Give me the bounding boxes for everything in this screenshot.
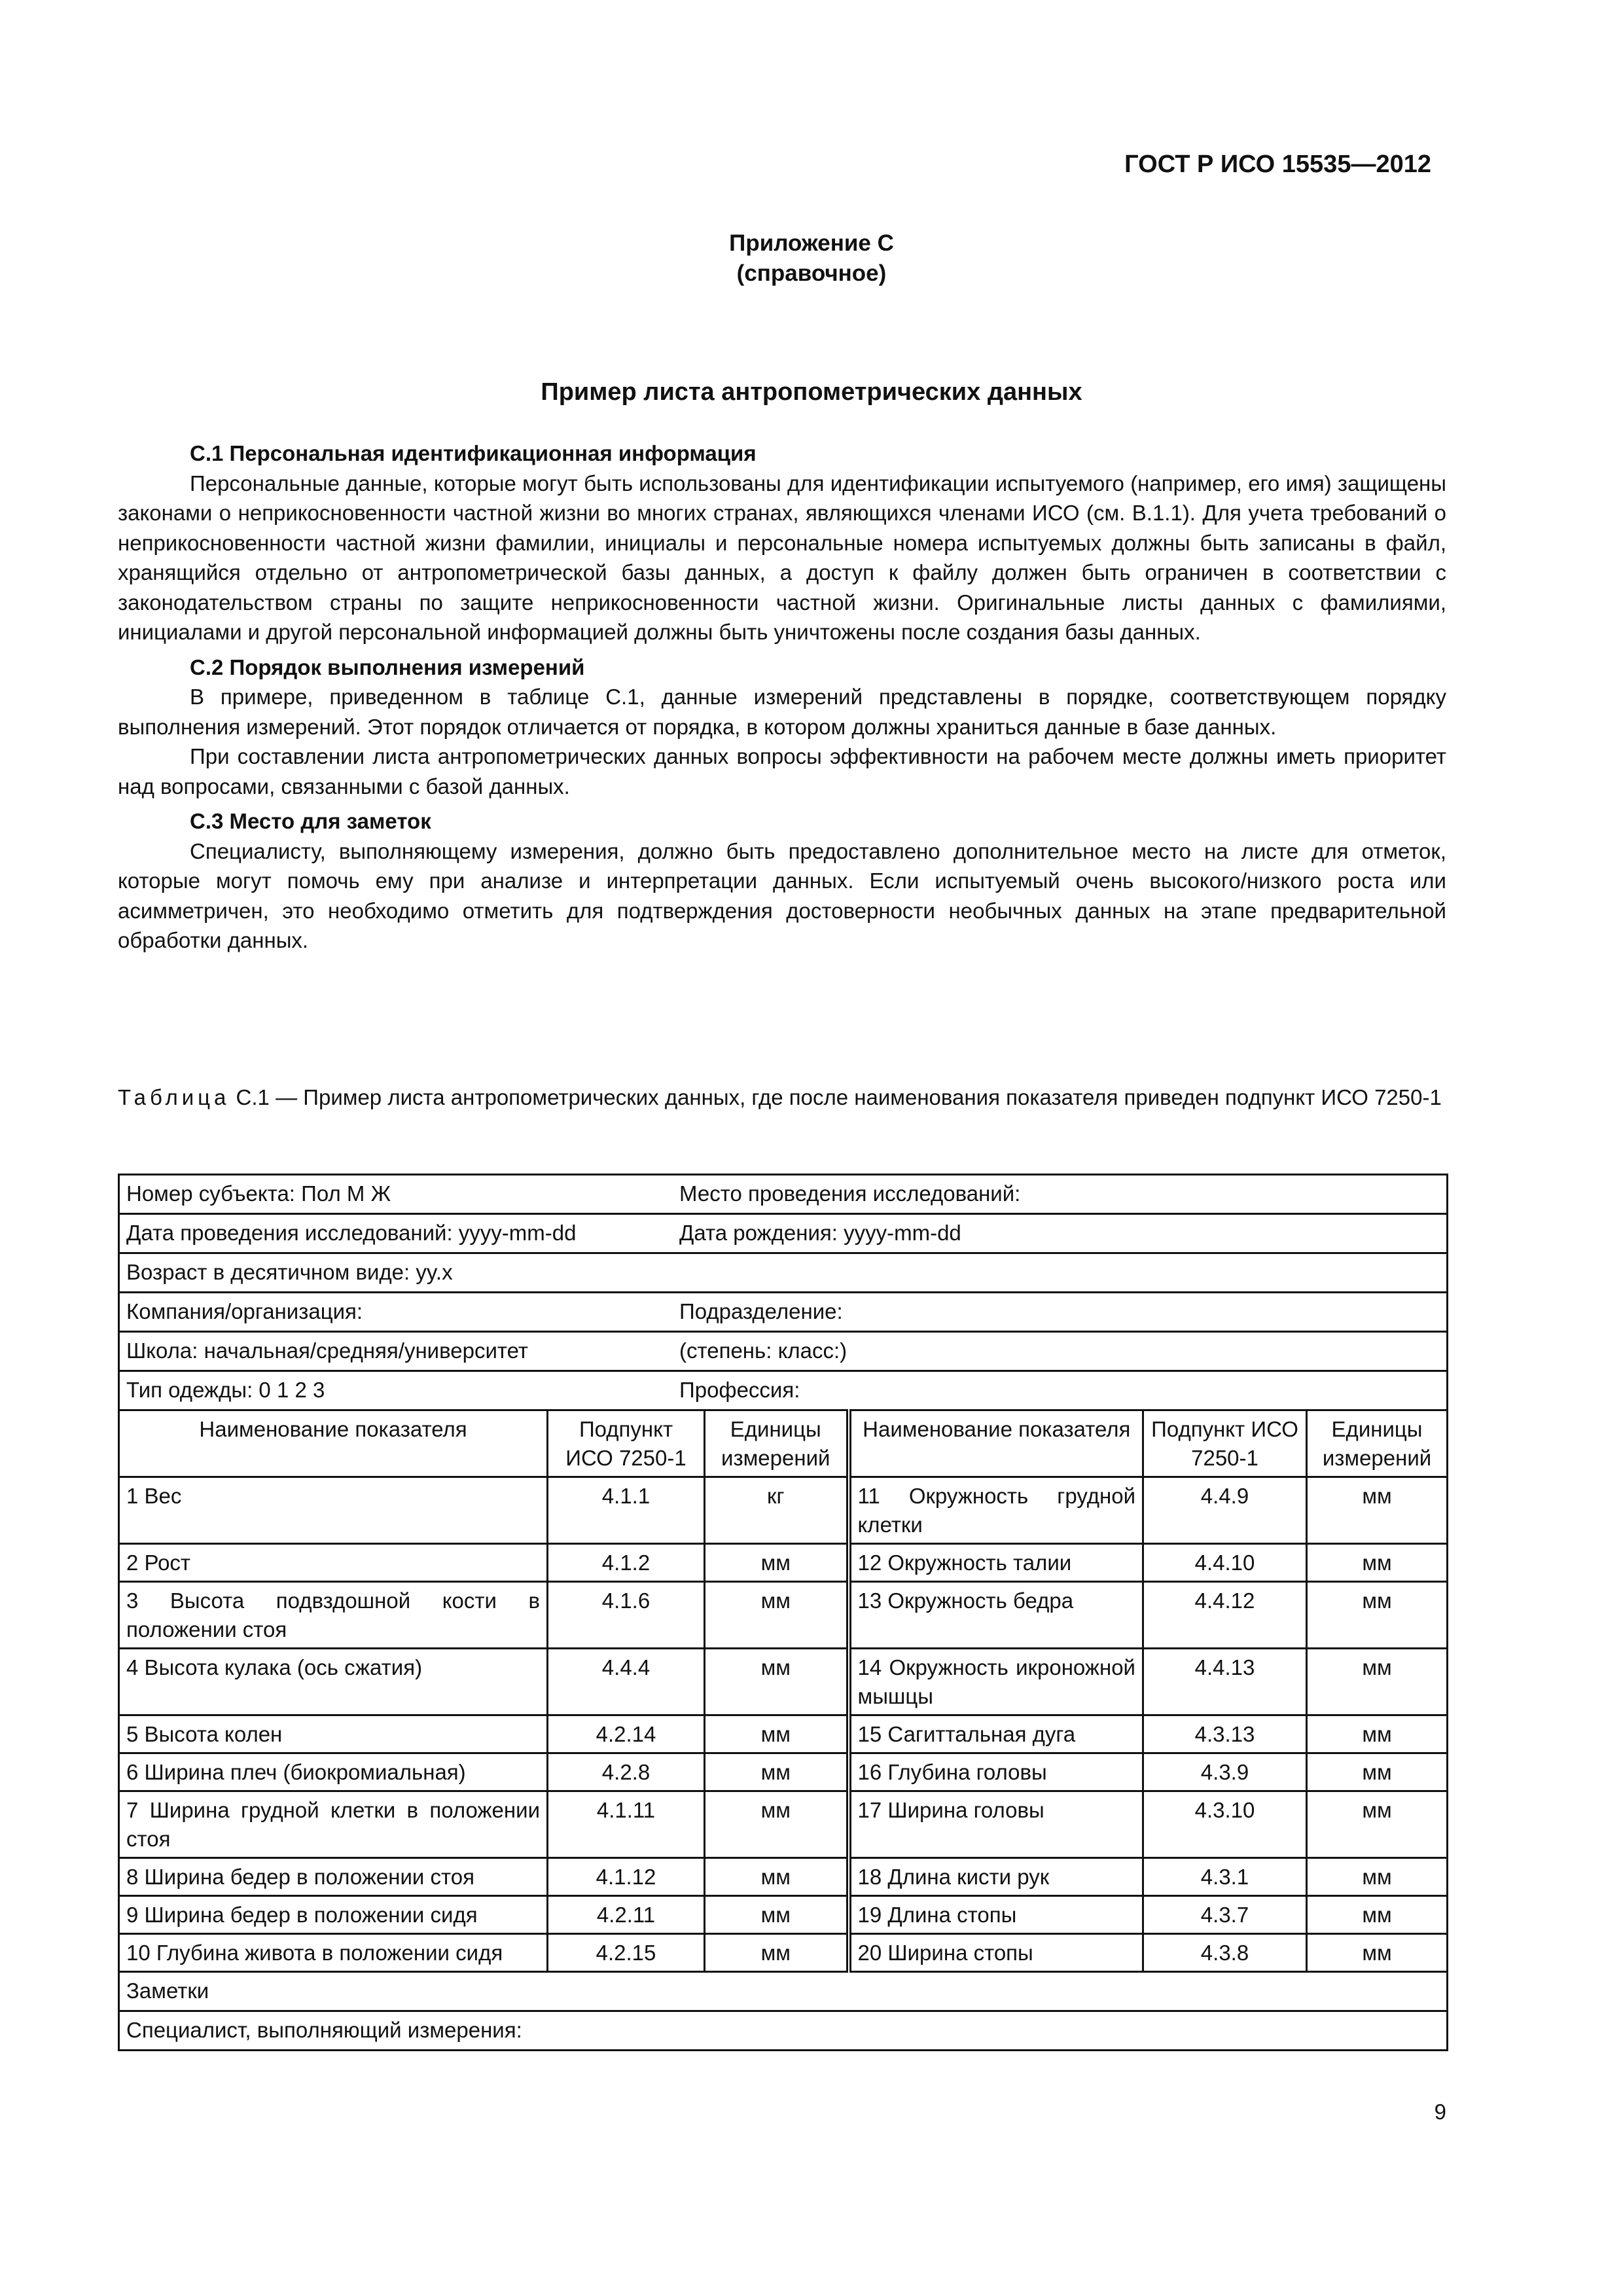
section-heading: С.3 Место для заметок (190, 809, 431, 833)
section-heading: С.2 Порядок выполнения измерений (190, 655, 585, 679)
table-caption-label: Таблица (118, 1085, 230, 1109)
measure-unit: мм (1307, 1544, 1448, 1582)
measure-subclause: 4.1.12 (548, 1858, 705, 1896)
measure-name: 1 Вес (119, 1477, 548, 1544)
measure-subclause: 4.4.9 (1143, 1477, 1307, 1544)
form-header-row (119, 1214, 1448, 1253)
measure-subclause: 4.3.10 (1143, 1791, 1307, 1858)
measure-subclause: 4.2.8 (548, 1753, 705, 1791)
page-title: Пример листа антропометрических данных (541, 378, 1082, 406)
table-caption (118, 1083, 1446, 1113)
table-row (119, 1753, 1448, 1791)
anthropometric-data-sheet (118, 1174, 1448, 2051)
measure-unit: мм (1307, 1715, 1448, 1753)
measure-subclause: 4.4.12 (1143, 1582, 1307, 1649)
measure-name: 5 Высота колен (119, 1715, 548, 1753)
form-field-label: (степень: класс:) (679, 1338, 847, 1363)
measure-name: 20 Ширина стопы (849, 1934, 1143, 1972)
measure-subclause: 4.4.10 (1143, 1544, 1307, 1582)
form-field-label: Школа: начальная/средняя/университет (126, 1338, 529, 1363)
form-field-label: Место проведения исследований: (679, 1181, 1021, 1206)
measure-name: 9 Ширина бедер в положении сидя (119, 1896, 548, 1934)
measure-name: 11 Окружность грудной клетки (849, 1477, 1143, 1544)
measure-subclause: 4.2.15 (548, 1934, 705, 1972)
measure-unit: мм (1307, 1582, 1448, 1649)
measure-subclause: 4.1.2 (548, 1544, 705, 1582)
measure-unit: мм (705, 1753, 849, 1791)
notes-row (119, 1972, 1448, 2011)
appendix-label: Приложение С (729, 230, 894, 256)
measure-unit: мм (1307, 1477, 1448, 1544)
measure-unit: мм (705, 1582, 849, 1649)
form-header-row (119, 1293, 1448, 1332)
measure-name: 14 Окружность икроножной мышцы (849, 1649, 1143, 1715)
column-header: Подпункт ИСО 7250-1 (1143, 1410, 1307, 1477)
form-field-label: Тип одежды: 0 1 2 3 (126, 1378, 325, 1402)
measure-name: 16 Глубина головы (849, 1753, 1143, 1791)
table-column-header-row (119, 1410, 1448, 1477)
measure-name: 10 Глубина живота в положении сидя (119, 1934, 548, 1972)
table-row (119, 1715, 1448, 1753)
form-field-label: Дата рождения: yyyy-mm-dd (679, 1221, 961, 1245)
measure-name: 2 Рост (119, 1544, 548, 1582)
measure-unit: мм (1307, 1791, 1448, 1858)
measure-subclause: 4.1.6 (548, 1582, 705, 1649)
measure-name: 3 Высота подвздошной кости в положении стоя (119, 1582, 548, 1649)
measure-subclause: 4.3.1 (1143, 1858, 1307, 1896)
form-field-label: Профессия: (679, 1378, 800, 1402)
measure-subclause: 4.3.13 (1143, 1715, 1307, 1753)
measure-name: 4 Высота кулака (ось сжатия) (119, 1649, 548, 1715)
section-heading: С.1 Персональная идентификационная информация (190, 441, 757, 465)
measure-subclause: 4.3.9 (1143, 1753, 1307, 1791)
table-row (119, 1896, 1448, 1934)
notes-label: Заметки (119, 1972, 1448, 2011)
form-field-label: Компания/организация: (126, 1299, 363, 1323)
measure-name: 12 Окружность талии (849, 1544, 1143, 1582)
measure-unit: мм (1307, 1858, 1448, 1896)
column-header: Наименование показателя (119, 1410, 548, 1477)
measure-name: 18 Длина кисти рук (849, 1858, 1143, 1896)
document-body (118, 439, 1446, 956)
column-header: Наименование показателя (849, 1410, 1143, 1477)
measure-unit: мм (1307, 1649, 1448, 1715)
measure-subclause: 4.2.14 (548, 1715, 705, 1753)
measure-unit: мм (705, 1544, 849, 1582)
form-header-row (119, 1175, 1448, 1214)
column-header: Единицы измерений (1307, 1410, 1448, 1477)
measure-subclause: 4.1.1 (548, 1477, 705, 1544)
appendix-type: (справочное) (736, 260, 887, 286)
page-number: 9 (1434, 2100, 1446, 2124)
measure-unit: мм (705, 1934, 849, 1972)
measure-unit: мм (705, 1791, 849, 1858)
measure-unit: кг (705, 1477, 849, 1544)
specialist-row (119, 2011, 1448, 2051)
measure-unit: мм (705, 1649, 849, 1715)
measure-subclause: 4.4.4 (548, 1649, 705, 1715)
measure-unit: мм (705, 1715, 849, 1753)
form-header-row (119, 1253, 1448, 1293)
standard-code: ГОСТ Р ИСО 15535—2012 (1124, 151, 1431, 178)
column-header: Подпункт ИСО 7250-1 (548, 1410, 705, 1477)
measure-name: 19 Длина стопы (849, 1896, 1143, 1934)
measure-name: 13 Окружность бедра (849, 1582, 1143, 1649)
measure-name: 6 Ширина плеч (биокромиальная) (119, 1753, 548, 1791)
table-row (119, 1544, 1448, 1582)
measure-name: 17 Ширина головы (849, 1791, 1143, 1858)
measure-unit: мм (705, 1896, 849, 1934)
measure-unit: мм (1307, 1753, 1448, 1791)
table-row (119, 1582, 1448, 1649)
measure-subclause: 4.1.11 (548, 1791, 705, 1858)
measure-name: 15 Сагиттальная дуга (849, 1715, 1143, 1753)
table-row (119, 1649, 1448, 1715)
table-row (119, 1858, 1448, 1896)
form-field-label: Возраст в десятичном виде: yy.x (126, 1260, 453, 1284)
table-row (119, 1477, 1448, 1544)
measure-name: 8 Ширина бедер в положении стоя (119, 1858, 548, 1896)
measure-subclause: 4.2.11 (548, 1896, 705, 1934)
table-caption-text: С.1 — Пример листа антропометрических данных, где после наименования показателя приведен подпункт ИСО 7250-1 (230, 1085, 1442, 1109)
paragraph: Специалисту, выполняющему измерения, должно быть предоставлено дополнительное место на листе для отметок, которые могут помочь ему при анализе и интерпретации данных. Если испытуемый очень высокого/низкого роста или асимметричен, это необходимо отметить для подтверждения достоверности необычных данных на этапе предварительной обработки данных. (118, 838, 1446, 952)
measure-unit: мм (1307, 1934, 1448, 1972)
measure-subclause: 4.4.13 (1143, 1649, 1307, 1715)
form-header-row (119, 1371, 1448, 1410)
measure-unit: мм (1307, 1896, 1448, 1934)
paragraph: Персональные данные, которые могут быть использованы для идентификации испытуемого (например, его имя) защищены законами о неприкосновенности частной жизни во многих странах, являющихся членами ИСО (см. В.1.1). Для учета требований о неприкосновенности частной жизни фамилии, инициалы и персональные номера испытуемых должны быть записаны в файл, хранящийся отдельно от антропометрической базы данных, а доступ к файлу должен быть ограничен в соответствии с законодательством страны по защите неприкосновенности частной жизни. Оригинальные листы данных с фамилиями, инициалами и другой персональной информацией должны быть уничтожены после создания базы данных. (118, 471, 1446, 644)
measure-subclause: 4.3.8 (1143, 1934, 1307, 1972)
form-field-label: Дата проведения исследований: yyyy-mm-dd (126, 1221, 577, 1245)
form-field-label: Номер субъекта: Пол М Ж (126, 1181, 391, 1206)
measure-unit: мм (705, 1858, 849, 1896)
measure-subclause: 4.3.7 (1143, 1896, 1307, 1934)
form-field-label: Подразделение: (679, 1299, 843, 1323)
form-header-row (119, 1332, 1448, 1371)
specialist-label: Специалист, выполняющий измерения: (119, 2011, 1448, 2051)
column-header: Единицы измерений (705, 1410, 849, 1477)
measure-name: 7 Ширина грудной клетки в положении стоя (119, 1791, 548, 1858)
table-row (119, 1791, 1448, 1858)
paragraph: В примере, приведенном в таблице С.1, данные измерений представлены в порядке, соответствующем порядку выполнения измерений. Этот порядок отличается от порядка, в котором должны храниться данные в базе данных. (118, 685, 1446, 739)
paragraph: При составлении листа антропометрических данных вопросы эффективности на рабочем месте должны иметь приоритет над вопросами, связанными с базой данных. (118, 744, 1446, 798)
table-row (119, 1934, 1448, 1972)
